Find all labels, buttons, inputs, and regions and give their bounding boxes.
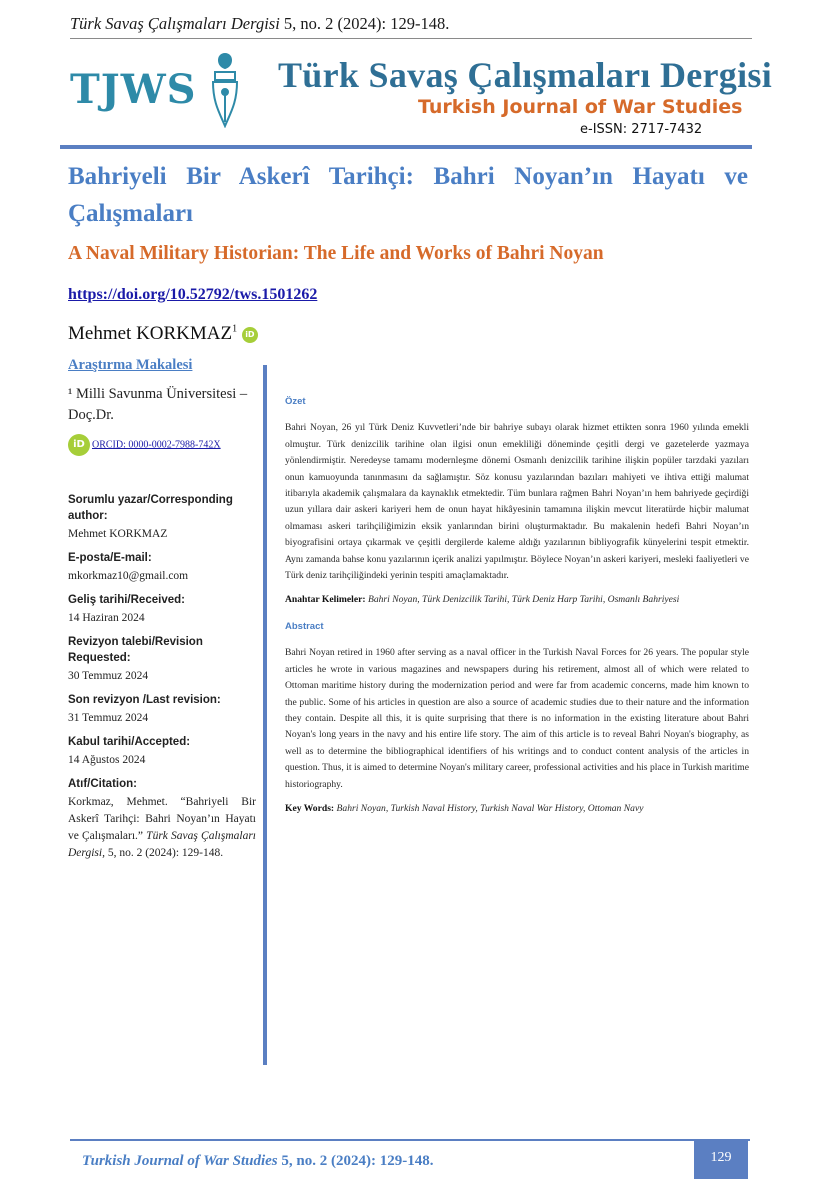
citation-text-b: 5, no. 2 (2024): 129-148. [104, 847, 224, 859]
article-title-en: A Naval Military Historian: The Life and Works of Bahri Noyan [68, 243, 604, 264]
abstract-keywords [285, 801, 749, 817]
article-title-tr-line2: Çalışmaları [68, 200, 193, 227]
received-value: 14 Haziran 2024 [68, 612, 145, 624]
corresponding-value: Mehmet KORKMAZ [68, 528, 168, 540]
email-value[interactable]: mkorkmaz10@gmail.com [68, 570, 189, 582]
abstract-column [285, 394, 749, 827]
abstract-text: Bahri Noyan retired in 1960 after serving as a naval officer in the Turkish Naval Forces for 26 years. The popular style articles he wrote in various magazines and newspapers during his retirement, almost all of which were related to Ottoman maritime history during the modernization period and were far from academic concerns, made him known to the public. Some of his articles in question are also a source of academic studies due to their nature and the information they contain. Despite all this, it is quite surprising that there is no information in the existing literature about Bahri Noyan's long years in the navy and his entire life story. The aim of this article is to reveal Bahri Noyan's biography, as well as to determine the bibliographical identifiers of his writings and to conduct content analysis of the articles in question. Thus, it is aimed to determine Noyan's military career, professional activities and his place in Turkish maritime historiography. [285, 647, 749, 790]
article-title-tr [68, 158, 748, 232]
footer-divider [70, 1139, 750, 1141]
email-label: E-posta/E-mail: [68, 552, 152, 564]
article-type: Araştırma Makalesi [68, 357, 193, 373]
article-title-tr-line1: Bahriyeli Bir Askerî Tarihçi: Bahri Noyan’ın Hayatı ve [68, 163, 748, 190]
abstract-heading: Abstract [285, 620, 324, 632]
revision-requested-value: 30 Temmuz 2024 [68, 670, 149, 682]
author-name: Mehmet KORKMAZ [68, 323, 233, 344]
ozet-heading: Özet [285, 396, 306, 407]
corresponding-label: Sorumlu yazar/Corresponding author: [68, 494, 233, 522]
top-divider [70, 38, 752, 39]
author-affiliation: ¹ Milli Savunma Üniversitesi – Doç.Dr. [68, 386, 248, 423]
article-metadata [68, 492, 256, 870]
journal-title-en: Turkish Journal of War Studies [418, 96, 743, 118]
accepted-value: 14 Ağustos 2024 [68, 754, 146, 766]
sidebar-divider [263, 365, 267, 1065]
received-label: Geliş tarihi/Received: [68, 594, 185, 606]
journal-logo-text: TJWS [70, 66, 197, 113]
doi-link[interactable]: https://doi.org/10.52792/tws.1501262 [68, 286, 318, 303]
citation-journal: Türk Savaş Çalışmaları Dergisi, [68, 830, 256, 859]
orcid-link[interactable]: ORCID: 0000-0002-7988-742X [92, 439, 221, 451]
footer-citation [82, 1153, 433, 1170]
abstract-keywords-label: Key Words: [285, 802, 335, 814]
orcid-icon[interactable]: iD [68, 434, 90, 456]
orcid-icon[interactable]: iD [242, 327, 258, 343]
author-affiliation-mark: 1 [232, 323, 238, 335]
ozet-keywords-list: Bahri Noyan, Türk Denizcilik Tarihi, Türk Deniz Harp Tarihi, Osmanlı Bahriyesi [365, 594, 680, 606]
ozet-keywords-label: Anahtar Kelimeler: [285, 594, 366, 606]
orcid-row [68, 434, 221, 456]
author-line [68, 323, 258, 345]
eissn: e-ISSN: 2717-7432 [580, 122, 703, 137]
last-revision-value: 31 Temmuz 2024 [68, 712, 149, 724]
citation-value [68, 794, 256, 862]
footer-journal: Turkish Journal of War Studies [82, 1153, 278, 1169]
abstract-keywords-list: Bahri Noyan, Turkish Naval History, Turkish Naval War History, Ottoman Navy [334, 802, 644, 814]
running-head-issue: 5, no. 2 (2024): 129-148. [279, 14, 450, 33]
running-head-journal: Türk Savaş Çalışmaları Dergisi [70, 14, 280, 33]
fountain-pen-nib-icon [205, 52, 245, 128]
ozet-text: Bahri Noyan, 26 yıl Türk Deniz Kuvvetleri’nde bir bahriye subayı olarak hizmet ettikten sonra 1960 yılında emekli olmuştur. Türk denizcilik tarihine olan ilgisi onun emekliliği döneminde çeşitli dergi ve gazetelerde yazmaya yönlendirmiştir. Neredeyse tamamı modernleşme dönemi Osmanlı denizcilik tarihine ilişkin popüler tarzdaki yazıları onun kamuoyunda tanınmasını da sağlamıştır. Söz konusu yazılarından bazıları mahiyeti ve ihtiva ettiği malumat itibarıyla akademik çalışmalara da kaynaklık etmektedir. Tüm bunlara rağmen Bahri Noyan’ın hem bahriyede geçirdiği uzun yıllara dair askeri kariyeri hem de onun hayat hikâyesinin tamamına ilişkin mevcut literatürde hiçbir malumat olmaması askeri tarihçiliğimizin eksik yanlarından birini oluşturmaktadır. Bu makalenin hedefi Bahri Noyan’ın biyografisini ortaya çıkarmak ve çeşitli dergilerde kaleme aldığı yazılarının bibliyografik künyelerini tespit etmektir. Aynı zamanda bahse konu yazılarının içerik analizi yapılmıştır. Böylece Noyan’ın askeri kariyeri, mesleki faaliyetleri ve Türk deniz tarihçiliğindeki yerinin tespiti amaçlamaktadır. [285, 422, 749, 582]
ozet-keywords [285, 592, 749, 608]
citation-label: Atıf/Citation: [68, 778, 137, 790]
journal-title-tr: Türk Savaş Çalışmaları Dergisi [278, 55, 773, 95]
revision-requested-label: Revizyon talebi/Revision Requested: [68, 636, 203, 664]
page-number: 129 [694, 1141, 748, 1179]
last-revision-label: Son revizyon /Last revision: [68, 694, 221, 706]
running-head [70, 14, 449, 34]
header-divider [60, 145, 752, 149]
accepted-label: Kabul tarihi/Accepted: [68, 736, 191, 748]
citation-text-a: Korkmaz, Mehmet. “Bahriyeli Bir Askerî Tarihçi: Bahri Noyan’ın Hayatı ve Çalışmaları.” [68, 796, 256, 842]
footer-issue: 5, no. 2 (2024): 129-148. [277, 1153, 434, 1169]
